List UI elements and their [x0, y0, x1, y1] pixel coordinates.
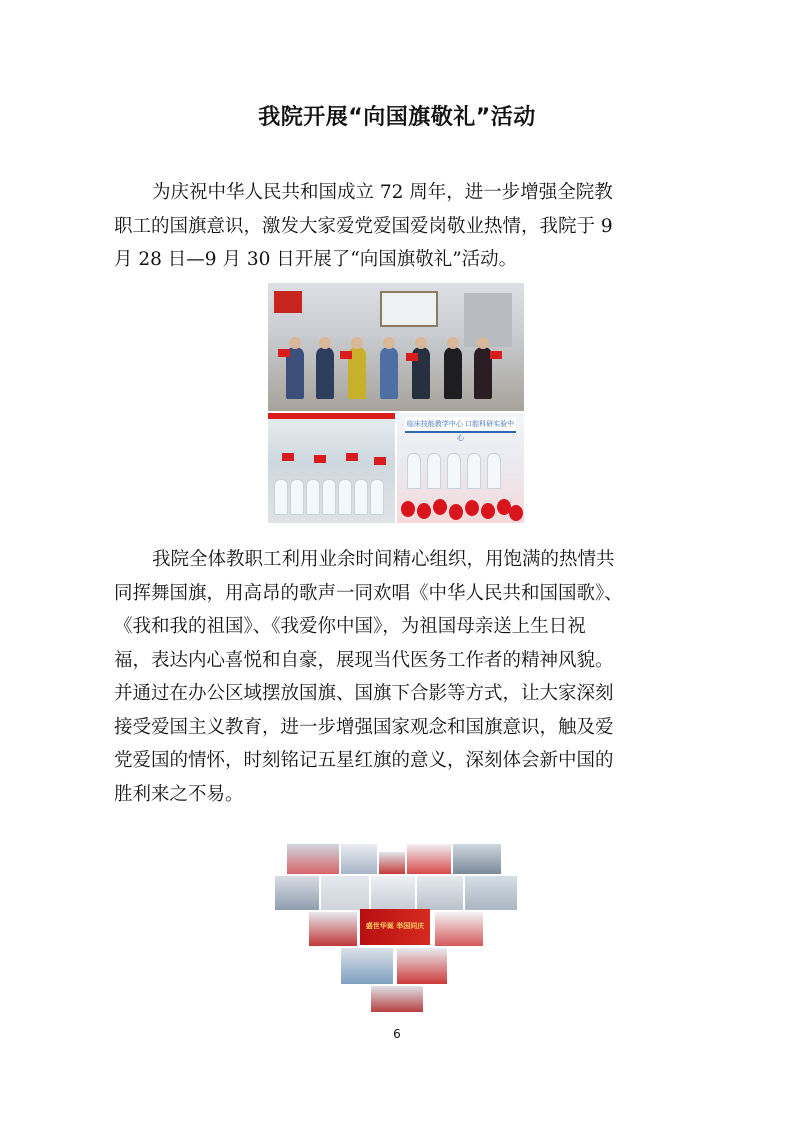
person — [427, 453, 441, 489]
wall-certificate — [380, 291, 438, 327]
center-sign: 临床技能教学中心 口腔科研实验中心 — [405, 417, 516, 433]
detail-paragraph — [114, 543, 682, 811]
collage-photo — [434, 911, 484, 947]
paragraph-line: 同挥舞国旗，用高昂的歌声一同欢唱《中华人民共和国国歌》、 — [114, 582, 623, 604]
paragraph-line: 福，表达内心喜悦和自豪，展现当代医务工作者的精神风貌。 — [114, 649, 614, 671]
paragraph-line: 《我和我的祖国》、《我爱你中国》，为祖国母亲送上生日祝 — [114, 616, 586, 637]
person — [322, 479, 336, 515]
balloon — [401, 501, 415, 517]
person-head — [383, 337, 395, 349]
person — [380, 347, 398, 399]
paragraph-line: 我院全体教职工利用业余时间精心组织，用饱满的热情共 — [152, 549, 615, 570]
paragraph-line: 胜利来之不易。 — [114, 783, 244, 805]
flag-icon — [340, 351, 352, 359]
person-head — [351, 337, 363, 349]
paragraph-line: 月 28 日—9 月 30 日开展了“向国旗敬礼”活动。 — [114, 249, 518, 270]
collage-photo — [396, 947, 448, 985]
balloon — [433, 499, 447, 515]
paragraph-line: 接受爱国主义教育，进一步增强国家观念和国旗意识，触及爱 — [114, 716, 614, 738]
flag-bunting — [268, 413, 395, 419]
person — [338, 479, 352, 515]
celebration-banner: 盛世华诞 举国同庆 — [360, 909, 430, 945]
person — [444, 347, 462, 399]
collage-photo — [286, 843, 340, 875]
paragraph-line: 职工的国旗意识，激发大家爱党爱国爱岗敬业热情，我院于 9 — [114, 215, 613, 237]
balloon — [417, 503, 431, 519]
person — [316, 347, 334, 399]
person-head — [477, 337, 489, 349]
intro-paragraph — [114, 176, 682, 277]
collage-photo — [406, 843, 452, 875]
person-head — [447, 337, 459, 349]
activity-photo-group — [268, 283, 524, 523]
paragraph-line: 并通过在办公区域摆放国旗、国旗下合影等方式，让大家深刻 — [114, 683, 614, 704]
collage-photo — [370, 875, 416, 911]
flag-icon — [374, 457, 386, 465]
person — [306, 479, 320, 515]
person — [447, 453, 461, 489]
balloon — [449, 504, 463, 520]
collage-photo — [464, 875, 518, 911]
flag-icon — [406, 353, 418, 361]
person — [274, 479, 288, 515]
group-photo-nurses — [268, 413, 395, 523]
person-head — [415, 337, 427, 349]
flag-icon — [282, 453, 294, 461]
collage-photo — [378, 851, 406, 875]
flag-icon — [314, 455, 326, 463]
collage-photo — [416, 875, 464, 911]
paragraph-line: 为庆祝中华人民共和国成立 72 周年，进一步增强全院教 — [152, 182, 613, 203]
person-head — [319, 337, 331, 349]
person — [370, 479, 384, 515]
article-title: 我院开展“向国旗敬礼”活动 — [258, 105, 536, 130]
collage-photo — [340, 947, 394, 985]
person — [354, 479, 368, 515]
collage-photo — [274, 875, 320, 911]
flag-icon — [278, 349, 290, 357]
collage-photo — [308, 911, 358, 947]
person — [487, 453, 501, 489]
heart-photo-collage — [270, 843, 518, 1013]
group-photo-office — [268, 283, 524, 411]
collage-photo — [452, 843, 502, 875]
balloon — [465, 500, 479, 516]
collage-photo — [320, 875, 370, 911]
person — [407, 453, 421, 489]
collage-photo — [340, 843, 378, 875]
person — [290, 479, 304, 515]
balloon — [481, 503, 495, 519]
flag-icon — [346, 453, 358, 461]
person-head — [289, 337, 301, 349]
group-photo-balloons — [397, 413, 524, 523]
paragraph-line: 党爱国的情怀，时刻铭记五星红旗的意义，深刻体会新中国的 — [114, 750, 614, 771]
collage-photo — [370, 985, 424, 1013]
party-emblem-board — [274, 291, 302, 313]
flag-icon — [490, 351, 502, 359]
person — [467, 453, 481, 489]
page-number: 6 — [393, 1027, 401, 1041]
balloon — [509, 505, 523, 521]
